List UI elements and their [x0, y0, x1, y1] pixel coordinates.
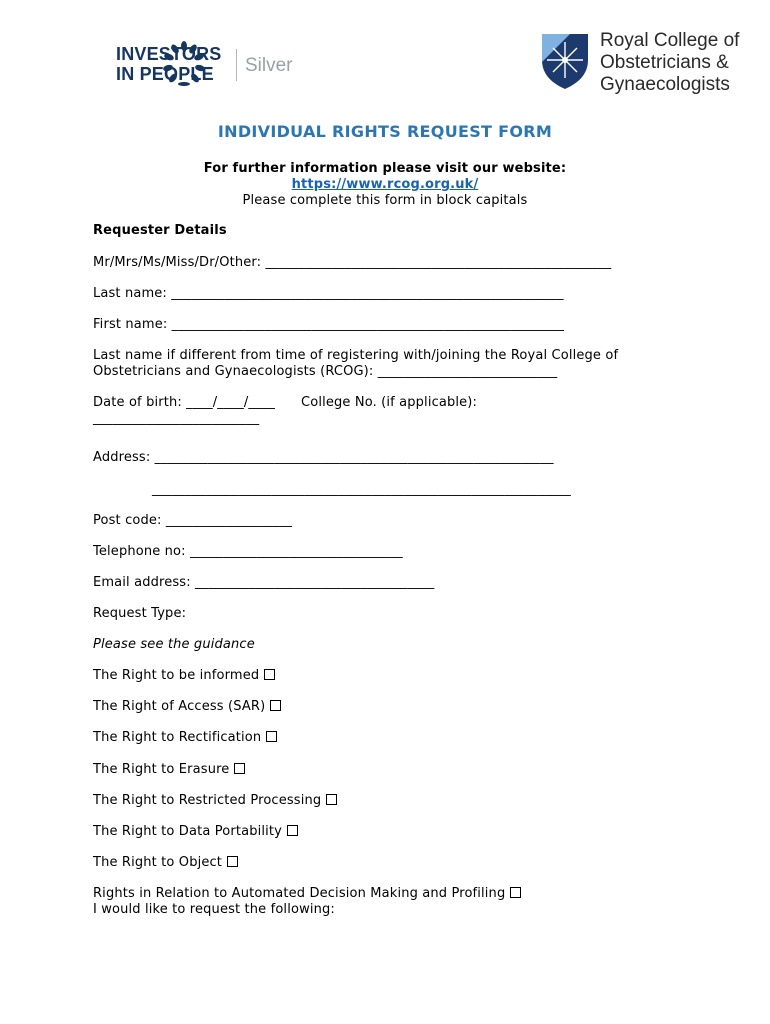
- right-data-portability: [93, 824, 298, 839]
- right-label: The Right to Object: [93, 855, 223, 870]
- right-label: The Right to Erasure: [93, 762, 230, 777]
- investors-level: Silver: [245, 55, 293, 76]
- section-heading: Requester Details: [93, 223, 227, 238]
- guidance-note: Please see the guidance: [93, 637, 255, 652]
- right-erasure: [93, 762, 245, 777]
- post-code-field[interactable]: Post code: ___________________: [93, 513, 293, 528]
- info-text: For further information please visit our website:: [203, 161, 567, 176]
- right-automated-decision-checkbox[interactable]: [510, 887, 521, 898]
- rcog-name-line2: Obstetricians &: [600, 52, 729, 73]
- right-restricted-processing: [93, 793, 337, 808]
- request-following-label: I would like to request the following:: [93, 902, 335, 917]
- rcog-name-line3: Gynaecologists: [600, 74, 730, 95]
- previous-name-field[interactable]: Obstetricians and Gynaecologists (RCOG): ___________________________: [93, 364, 558, 379]
- first-name-field[interactable]: First name: ___________________________________________________________: [93, 317, 565, 332]
- right-rectification-checkbox[interactable]: [266, 731, 277, 742]
- right-data-portability-checkbox[interactable]: [287, 825, 298, 836]
- right-label: The Right to be informed: [93, 668, 260, 683]
- previous-name-label: Last name if different from time of registering with/joining the Royal College of: [93, 348, 619, 363]
- address-field[interactable]: Address: ____________________________________________________________: [93, 450, 554, 465]
- right-label: The Right to Rectification: [93, 730, 262, 745]
- last-name-field[interactable]: Last name: ___________________________________________________________: [93, 286, 564, 301]
- right-erasure-checkbox[interactable]: [234, 763, 245, 774]
- right-informed: [93, 668, 275, 683]
- investors-line2: IN PEOPLE: [116, 64, 214, 84]
- rcog-name-line1: Royal College of: [600, 30, 740, 51]
- block-capitals-instruction: Please complete this form in block capitals: [242, 193, 528, 208]
- right-label: The Right to Data Portability: [93, 824, 282, 839]
- request-type-label: Request Type:: [93, 606, 187, 621]
- rcog-shield-icon: [540, 32, 590, 90]
- college-no-field[interactable]: _________________________: [93, 411, 260, 426]
- right-informed-checkbox[interactable]: [264, 669, 275, 680]
- title-field[interactable]: Mr/Mrs/Ms/Miss/Dr/Other: ____________________________________________________: [93, 255, 612, 270]
- address-line2-field[interactable]: _______________________________________________________________: [152, 482, 571, 497]
- right-object-checkbox[interactable]: [227, 856, 238, 867]
- right-restricted-processing-checkbox[interactable]: [326, 794, 337, 805]
- right-access: [93, 699, 281, 714]
- investors-line1: INVESTORS: [116, 44, 222, 64]
- email-field[interactable]: Email address: ____________________________________: [93, 575, 435, 590]
- right-access-checkbox[interactable]: [270, 700, 281, 711]
- college-no-label: College No. (if applicable):: [301, 395, 478, 410]
- right-rectification: [93, 730, 277, 745]
- website-link[interactable]: https://www.rcog.org.uk/: [291, 177, 479, 192]
- right-label: The Right of Access (SAR): [93, 699, 266, 714]
- right-label: Rights in Relation to Automated Decision Making and Profiling: [93, 886, 506, 901]
- right-object: [93, 855, 238, 870]
- logo-divider: [236, 49, 237, 81]
- form-title: INDIVIDUAL RIGHTS REQUEST FORM: [217, 122, 553, 141]
- telephone-field[interactable]: Telephone no: ________________________________: [93, 544, 403, 559]
- right-automated-decision: [93, 886, 521, 901]
- right-label: The Right to Restricted Processing: [93, 793, 322, 808]
- date-of-birth-field[interactable]: Date of birth: ____/____/____: [93, 395, 276, 410]
